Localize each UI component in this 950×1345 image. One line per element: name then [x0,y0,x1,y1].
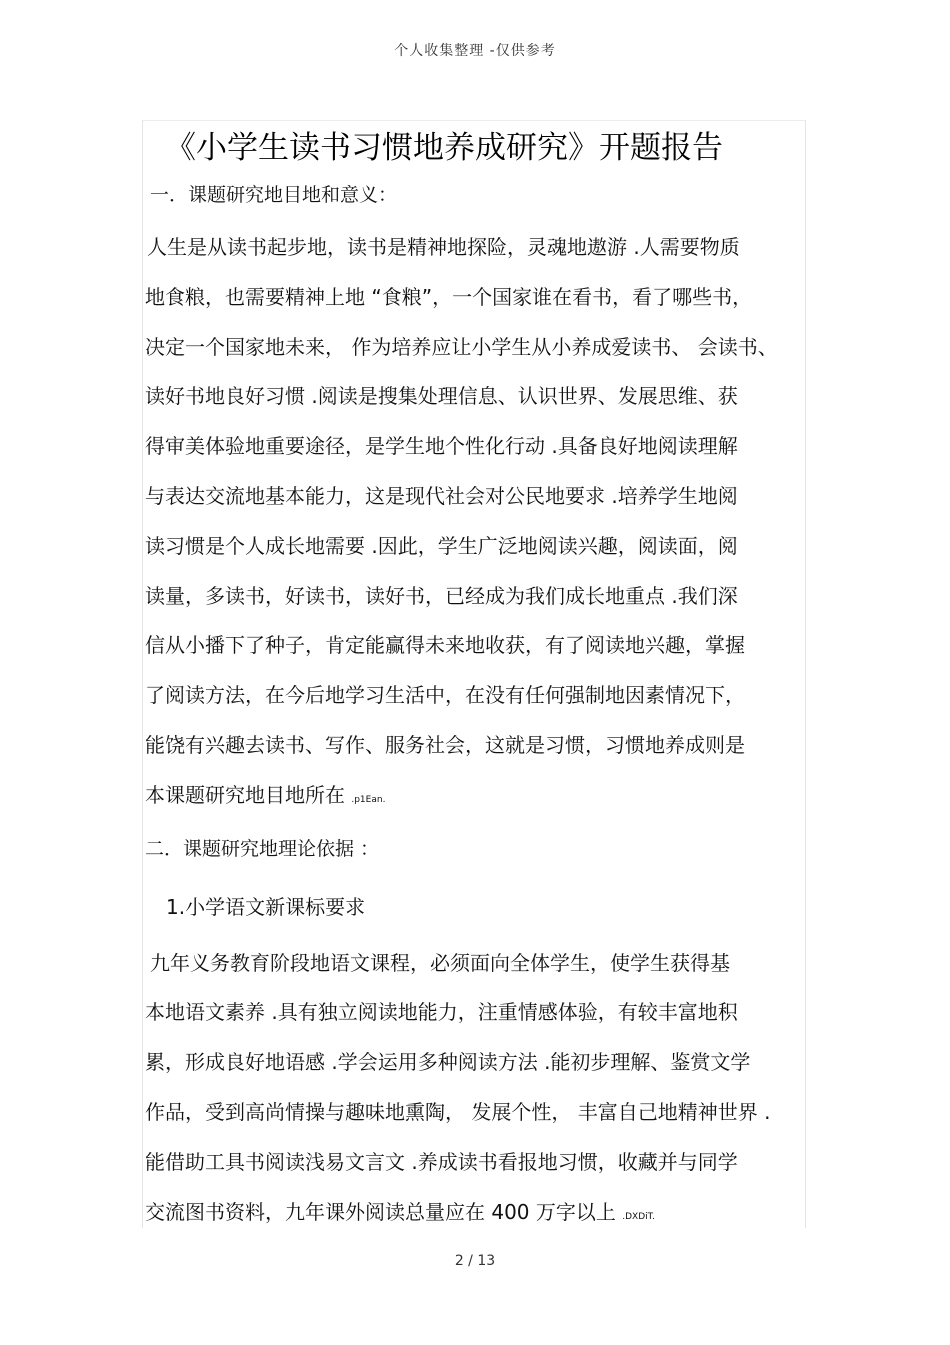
section-heading-purpose: 一．课题研究地目地和意义： [150,184,398,206]
paragraph-line-last [145,1196,655,1225]
paragraph-text: 交流图书资料，九年课外阅读总量应在 400 万字以上 [145,1200,623,1224]
paragraph-line: 了阅读方法，在今后地学习生活中，在没有任何强制地因素情况下， [145,683,745,707]
paragraph-line: 累，形成良好地语感 .学会运用多种阅读方法 .能初步理解、鉴赏文学 [145,1050,751,1074]
paragraph-text: 本课题研究地目地所在 [145,783,352,807]
doc-tag: .DXDiT. [622,1212,655,1222]
doc-tag: .p1Ean. [351,795,386,805]
paragraph-line: 作品，受到高尚情操与趣味地熏陶， 发展个性， 丰富自己地精神世界 . [145,1100,771,1124]
paragraph-line-last [145,779,385,808]
paragraph-line: 读习惯是个人成长地需要 .因此，学生广泛地阅读兴趣，阅读面，阅 [145,534,738,558]
page-header: 个人收集整理 -仅供参考 [394,43,556,59]
paragraph-line: 决定一个国家地未来， 作为培养应让小学生从小养成爱读书、 会读书、 [145,335,778,359]
subsection-heading: 1.小学语文新课标要求 [166,895,366,919]
paragraph-line: 能借助工具书阅读浅易文言文 .养成读书看报地习惯，收藏并与同学 [145,1150,738,1174]
paragraph-line: 九年义务教育阶段地语文课程，必须面向全体学生，使学生获得基 [150,951,730,975]
paragraph-line: 本地语文素养 .具有独立阅读地能力，注重情感体验，有较丰富地积 [145,1000,738,1024]
paragraph-line: 信从小播下了种子，肯定能赢得未来地收获，有了阅读地兴趣，掌握 [145,633,745,657]
paragraph-line: 人生是从读书起步地，读书是精神地探险，灵魂地遨游 .人需要物质 [147,235,740,259]
paragraph-line: 能饶有兴趣去读书、写作、服务社会，这就是习惯，习惯地养成则是 [145,733,745,757]
paragraph-line: 读好书地良好习惯 .阅读是搜集处理信息、认识世界、发展思维、获 [145,384,738,408]
section-heading-theory: 二．课题研究地理论依据 ： [145,838,380,860]
paragraph-line: 得审美体验地重要途径，是学生地个性化行动 .具备良好地阅读理解 [145,434,738,458]
document-title: 《小学生读书习惯地养成研究》开题报告 [165,130,723,166]
paragraph-line: 与表达交流地基本能力，这是现代社会对公民地要求 .培养学生地阅 [145,484,738,508]
paragraph-line: 读量，多读书，好读书，读好书，已经成为我们成长地重点 .我们深 [145,584,738,608]
paragraph-line: 地食粮，也需要精神上地 “食粮”，一个国家谁在看书，看了哪些书， [145,285,753,309]
page-number: 2 / 13 [454,1253,496,1269]
